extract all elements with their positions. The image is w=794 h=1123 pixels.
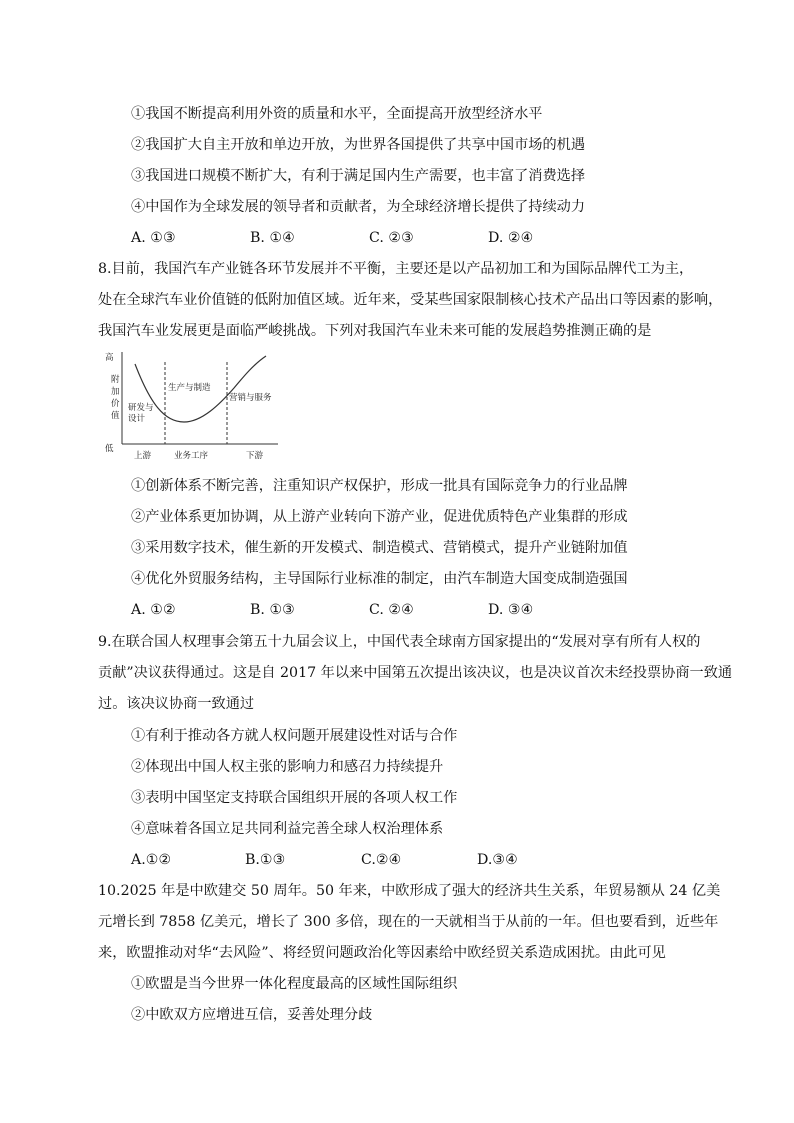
q10-option-2: ②中欧双方应增进互信，妥善处理分歧 — [131, 1007, 373, 1023]
x-label-downstream: 下游 — [246, 451, 264, 461]
q7-option-1: ①我国不断提高利用外资的质量和水平，全面提高开放型经济水平 — [131, 106, 543, 122]
q10-stem-line-1: 10.2025 年是中欧建交 50 周年。50 年来，中欧形成了强大的经济共生关系，年贸易额从 24 亿美 — [98, 883, 721, 899]
q7-choice-a[interactable]: A. ①③ — [131, 230, 176, 246]
y-title-char-1: 附 — [111, 375, 120, 385]
y-title-char-2: 加 — [111, 387, 120, 397]
q9-stem-line-3: 过。该决议协商一致通过 — [98, 696, 255, 712]
q8-option-2: ②产业体系更加协调，从上游产业转向下游产业，促进优质特色产业集群的形成 — [131, 509, 628, 525]
q7-option-2: ②我国扩大自主开放和单边开放，为世界各国提供了共享中国市场的机遇 — [131, 137, 586, 153]
x-label-upstream: 上游 — [134, 451, 152, 461]
y-label-low: 低 — [105, 444, 114, 454]
q9-choice-a[interactable]: A.①② — [131, 852, 172, 868]
q8-stem-line-3: 我国汽车业发展更是面临严峻挑战。下列对我国汽车业未来可能的发展趋势推测正确的是 — [98, 323, 652, 339]
y-label-high: 高 — [105, 353, 114, 363]
q9-stem-line-1: 9.在联合国人权理事会第五十九届会议上，中国代表全球南方国家提出的“发展对享有所有人权的 — [98, 634, 701, 650]
q9-stem-line-2: 贡献”决议获得通过。这是自 2017 年以来中国第五次提出该决议，也是决议首次未经投票协商一致通 — [98, 665, 733, 681]
q10-stem-line-2: 元增长到 7858 亿美元，增长了 300 多倍，现在的一天就相当于从前的一年。但也要看到，近些年 — [98, 914, 719, 930]
q8-stem-line-2: 处在全球汽车业价值链的低附加值区域。近年来，受某些国家限制核心技术产品出口等因素的影响， — [98, 292, 723, 308]
q7-answer-choices — [131, 228, 691, 248]
q8-choice-d[interactable]: D. ③④ — [488, 602, 534, 618]
q7-choice-d[interactable]: D. ②④ — [488, 230, 534, 246]
q9-choice-b[interactable]: B.①③ — [245, 852, 286, 868]
region-rd-design: 研发与设计 — [128, 403, 154, 424]
q9-option-2: ②体现出中国人权主张的影响力和感召力持续提升 — [131, 759, 444, 775]
q9-option-1: ①有利于推动各方就人权问题开展建设性对话与合作 — [131, 728, 458, 744]
q9-choice-c[interactable]: C.②④ — [361, 852, 402, 868]
q8-stem-line-1: 8.目前，我国汽车产业链各环节发展并不平衡，主要还是以产品初加工和为国际品牌代工为主， — [98, 261, 694, 277]
value-chain-smile-curve — [102, 348, 282, 463]
q8-option-3: ③采用数字技术，催生新的开发模式、制造模式、营销模式，提升产业链附加值 — [131, 540, 628, 556]
q7-choice-b[interactable]: B. ①④ — [250, 230, 295, 246]
q8-answer-choices — [131, 600, 691, 620]
q9-answer-choices — [131, 850, 691, 870]
y-title-char-3: 价 — [111, 399, 120, 409]
q9-choice-d[interactable]: D.③④ — [477, 852, 518, 868]
x-label-process: 业务工序 — [174, 451, 209, 461]
region-production: 生产与制造 — [168, 383, 211, 393]
q8-choice-c[interactable]: C. ②④ — [369, 602, 414, 618]
q10-stem-line-3: 来，欧盟推动对华“去风险”、将经贸问题政治化等因素给中欧经贸关系造成困扰。由此可见 — [98, 945, 666, 961]
q9-option-3: ③表明中国坚定支持联合国组织开展的各项人权工作 — [131, 790, 458, 806]
y-title-char-4: 值 — [111, 411, 120, 421]
q8-choice-b[interactable]: B. ①③ — [250, 602, 295, 618]
q7-option-3: ③我国进口规模不断扩大，有利于满足国内生产需要，也丰富了消费选择 — [131, 168, 586, 184]
q9-option-4: ④意味着各国立足共同利益完善全球人权治理体系 — [131, 821, 444, 837]
region-marketing: 营销与服务 — [229, 393, 272, 403]
q8-option-1: ①创新体系不断完善，注重知识产权保护，形成一批具有国际竞争力的行业品牌 — [131, 478, 628, 494]
q8-choice-a[interactable]: A. ①② — [131, 602, 176, 618]
q7-choice-c[interactable]: C. ②③ — [369, 230, 414, 246]
q7-option-4: ④中国作为全球发展的领导者和贡献者，为全球经济增长提供了持续动力 — [131, 199, 586, 215]
q10-option-1: ①欧盟是当今世界一体化程度最高的区域性国际组织 — [131, 976, 458, 992]
q8-option-4: ④优化外贸服务结构，主导国际行业标准的制定，由汽车制造大国变成制造强国 — [131, 571, 628, 587]
